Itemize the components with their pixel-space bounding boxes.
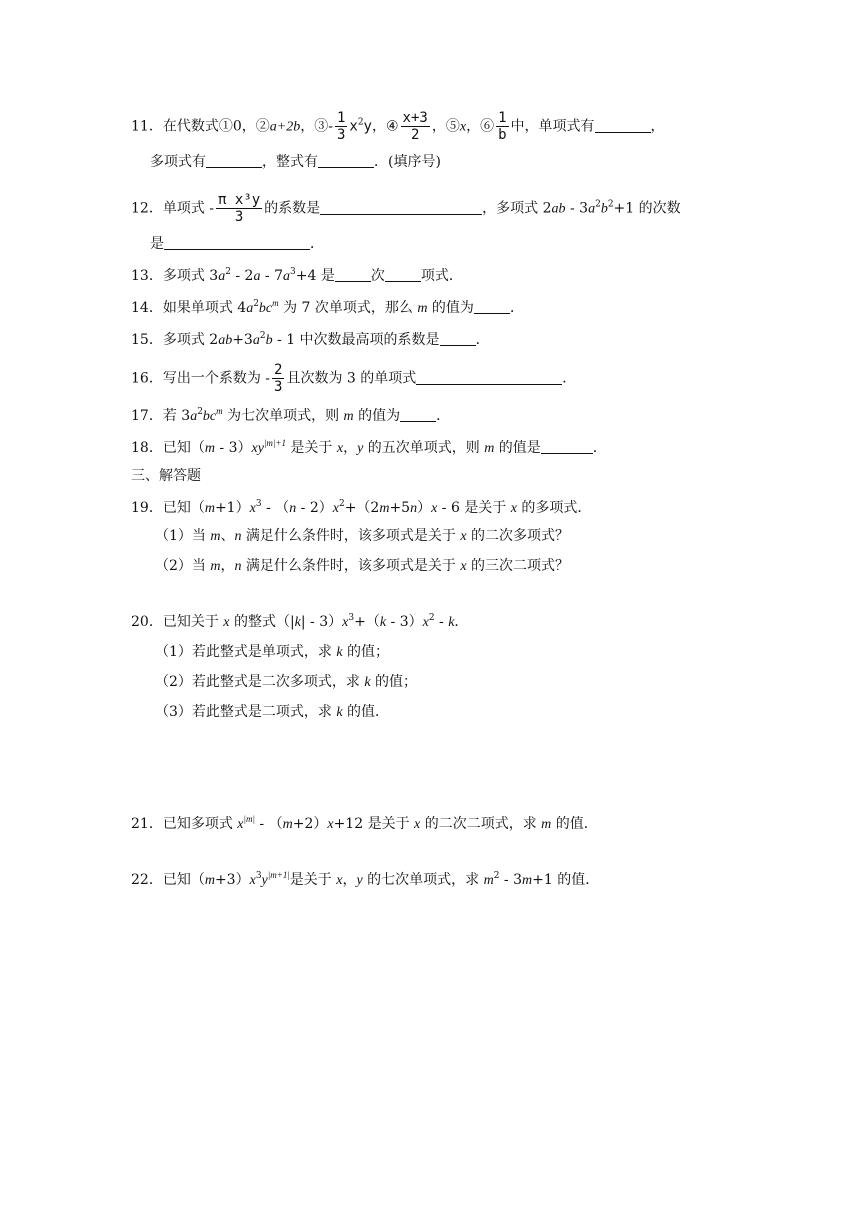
variable: bc	[202, 409, 217, 424]
variable: k	[379, 615, 387, 630]
answer-blank[interactable]	[335, 267, 371, 282]
exponent: 2	[253, 299, 259, 309]
answer-blank[interactable]	[440, 331, 476, 346]
fraction	[496, 110, 508, 143]
text: - 2）	[296, 500, 333, 516]
numerator: π x³y	[218, 192, 261, 208]
fraction	[216, 192, 262, 225]
exponent: 2	[338, 499, 345, 509]
answer-blank[interactable]	[400, 407, 436, 422]
text: 如果单项式 4	[162, 300, 247, 316]
variable: m	[204, 501, 215, 516]
text: 的二次二项式，求	[420, 816, 542, 832]
text: 的系数是	[264, 200, 321, 217]
text: - 3）	[386, 614, 423, 630]
text: +（	[354, 614, 380, 630]
question-15	[131, 330, 490, 351]
variable: b	[600, 201, 608, 217]
denominator: 3	[336, 127, 346, 143]
text: - 3）	[214, 440, 252, 456]
question-number: 15．	[131, 332, 163, 348]
text: ．	[310, 236, 324, 252]
text: - 3	[499, 872, 522, 888]
variable: m	[379, 501, 390, 516]
variable: x	[237, 817, 244, 832]
exponent: 2	[197, 407, 203, 417]
option-1: ①0，	[218, 118, 256, 135]
variable: x	[249, 873, 256, 888]
variable: k	[336, 705, 343, 720]
exponent: |m+1|	[267, 870, 290, 880]
question-19-part-2	[155, 556, 569, 577]
text: ）	[417, 500, 432, 516]
question-number: 16．	[131, 370, 163, 387]
answer-blank[interactable]	[541, 439, 593, 454]
text: y，	[363, 118, 386, 135]
variable: x	[460, 559, 467, 574]
text: +（2	[344, 500, 380, 516]
exponent: 2	[357, 117, 364, 128]
text: 在代数式	[162, 118, 219, 135]
answer-blank[interactable]	[416, 370, 562, 385]
variable: a	[190, 409, 198, 424]
question-11	[131, 110, 665, 143]
option-5-marker: ⑤	[445, 118, 460, 135]
question-17	[131, 406, 450, 427]
text: 已知（	[162, 500, 205, 516]
question-number: 22．	[131, 872, 163, 888]
denominator: 3	[234, 209, 244, 225]
text: 为 7 次单项式，那么	[278, 300, 418, 316]
question-20	[131, 612, 468, 633]
answer-blank[interactable]	[474, 299, 510, 314]
text: 的多项式．	[516, 500, 592, 516]
text: | - 3）	[300, 614, 343, 630]
text: - 2	[230, 268, 254, 284]
question-number: 19．	[131, 500, 163, 516]
question-20-part-3	[155, 702, 389, 723]
question-22	[131, 870, 599, 891]
variable: y	[356, 873, 363, 888]
text: 是关于	[285, 440, 337, 456]
variable: n	[410, 501, 418, 516]
text: 的七次单项式，求	[362, 872, 484, 888]
text: 已知（	[162, 872, 205, 888]
text: +1）	[214, 500, 250, 516]
text: 满足什么条件时，该多项式是关于	[241, 528, 461, 544]
question-13	[131, 266, 463, 287]
fraction	[401, 110, 430, 143]
text: 写出一个系数为 -	[162, 370, 271, 387]
variable: x	[422, 615, 429, 630]
text: x	[349, 118, 358, 135]
exponent: m	[272, 298, 279, 308]
text: 的值是	[494, 440, 541, 456]
text: ，	[342, 872, 357, 888]
exponent: 2	[428, 613, 435, 623]
exponent: 3	[255, 499, 262, 509]
variable: m	[204, 873, 215, 888]
text: ．	[454, 614, 469, 630]
variable: ab	[218, 333, 233, 348]
text: （1）当	[155, 528, 211, 544]
question-number: 18．	[131, 440, 163, 456]
text: 单项式 -	[162, 200, 215, 217]
exponent: |m|+1	[263, 438, 286, 448]
text: 且次数为 3 的单项式	[286, 370, 417, 387]
text: - 6 是关于	[437, 500, 511, 516]
numerator: 1	[498, 110, 507, 126]
variable: m	[417, 301, 428, 316]
exponent: m	[216, 406, 223, 416]
denominator: 2	[410, 127, 420, 143]
variable: a	[218, 269, 226, 284]
text: （3）若此整式是二项式，求	[155, 704, 337, 720]
numerator: x+3	[402, 110, 428, 126]
variable: x	[459, 119, 467, 135]
answer-blank[interactable]	[318, 153, 374, 168]
text: （2）若此整式是二次多项式，求	[155, 674, 365, 690]
variable: x	[332, 501, 339, 516]
variable: x	[510, 501, 517, 516]
variable: b	[265, 333, 273, 348]
option-4-marker: ④	[385, 118, 399, 135]
variable: m	[204, 441, 215, 456]
text: +12 是关于	[333, 816, 415, 832]
text: 的值．	[342, 704, 390, 720]
text: 若 3	[162, 408, 191, 424]
denominator: b	[498, 127, 507, 143]
question-12-line-2	[150, 234, 324, 254]
question-19	[131, 498, 591, 519]
text: ，	[220, 558, 235, 574]
numerator: 2	[274, 362, 283, 378]
variable: x	[431, 501, 438, 516]
text: ，多项式 2	[482, 200, 552, 217]
variable: n	[289, 501, 297, 516]
text: - 1 中次数最高项的系数是	[272, 332, 440, 348]
text: +5	[389, 500, 411, 516]
question-11-line-2	[150, 152, 441, 172]
variable: m	[210, 559, 221, 574]
text: 的三次二项式？	[466, 558, 570, 574]
text: ，	[431, 118, 446, 135]
text: - 3	[565, 200, 589, 217]
text: - 7	[260, 268, 284, 284]
question-number: 17．	[131, 408, 163, 424]
fraction	[335, 110, 347, 143]
variable: ab	[551, 201, 566, 217]
variable: k	[294, 615, 301, 630]
variable: k	[336, 645, 343, 660]
variable: bc	[258, 301, 273, 316]
text: +2）	[292, 816, 328, 832]
variable: x	[460, 529, 467, 544]
text: -	[434, 614, 449, 630]
question-16	[131, 362, 576, 395]
text: ．	[509, 300, 524, 316]
text: 已知多项式	[162, 816, 238, 832]
variable: k	[448, 615, 455, 630]
text: +1 的次数	[613, 200, 681, 217]
text: 的二次多项式？	[466, 528, 570, 544]
variable: m	[343, 409, 354, 424]
variable: x	[336, 441, 344, 456]
question-number: 21．	[131, 816, 163, 832]
question-number: 11．	[131, 118, 163, 135]
text: ．	[562, 370, 577, 387]
answer-blank[interactable]	[164, 235, 310, 250]
text: 的值为	[427, 300, 474, 316]
text: ，	[650, 118, 665, 135]
question-number: 13．	[131, 268, 163, 284]
text: - （	[261, 500, 290, 516]
text: 已知关于	[162, 614, 224, 630]
variable: a	[253, 269, 261, 284]
text: （1）若此整式是单项式，求	[155, 644, 337, 660]
text: -	[328, 118, 333, 135]
exponent: 2	[607, 199, 614, 210]
exponent: 2	[225, 267, 231, 277]
text: 、	[220, 528, 235, 544]
variable: m	[282, 817, 293, 832]
text: 的值为	[353, 408, 401, 424]
answer-blank[interactable]	[385, 267, 421, 282]
text: +1 的值．	[532, 872, 600, 888]
text: ，整式有	[262, 154, 318, 170]
variable: a	[246, 301, 254, 316]
variable: k	[364, 675, 371, 690]
exponent: 2	[493, 871, 500, 881]
variable: x	[336, 873, 343, 888]
variable: y	[261, 873, 268, 888]
variable: y	[357, 441, 364, 456]
text: 的整式（|	[229, 614, 295, 630]
text: 的五次单项式，则	[363, 440, 485, 456]
variable: m	[210, 529, 221, 544]
option-6-marker: ⑥	[480, 118, 495, 135]
text: （2）当	[155, 558, 211, 574]
text: 项式．	[420, 268, 463, 284]
text: 是	[150, 236, 164, 252]
variable: a	[252, 333, 260, 348]
variable: xy	[251, 441, 264, 456]
variable: m	[541, 817, 552, 832]
option-2-marker: ②	[255, 118, 270, 135]
text: 的值；	[370, 674, 418, 690]
fraction	[272, 362, 284, 395]
variable: x	[342, 615, 349, 630]
exponent: 3	[255, 871, 262, 881]
text: 次	[370, 268, 385, 284]
numerator: 1	[336, 110, 346, 126]
text: 是关于	[289, 872, 337, 888]
text: ，	[466, 118, 481, 135]
variable: x	[223, 615, 230, 630]
section-heading: 三、解答题	[131, 468, 201, 484]
text: 为七次单项式，则	[222, 408, 344, 424]
answer-blank[interactable]	[320, 200, 482, 215]
text: 多项式 2	[162, 332, 219, 348]
text: ．	[436, 408, 451, 424]
question-19-part-1	[155, 526, 569, 547]
exponent: 3	[290, 267, 296, 277]
text: ．	[592, 440, 607, 456]
variable: a	[588, 201, 596, 217]
question-20-part-2	[155, 672, 417, 693]
denominator: 3	[274, 379, 283, 395]
option-3-marker: ③	[314, 118, 329, 135]
text: 多项式有	[150, 154, 206, 170]
question-21	[131, 814, 598, 835]
text: ．	[475, 332, 490, 348]
text: 满足什么条件时，该多项式是关于	[241, 558, 461, 574]
text: 已知（	[162, 440, 205, 456]
variable: m	[522, 873, 533, 888]
question-12	[131, 192, 681, 225]
text: ．(填序号)	[374, 154, 441, 170]
answer-blank[interactable]	[595, 118, 651, 133]
variable: m	[483, 873, 494, 888]
variable: a	[283, 269, 291, 284]
text: - （	[254, 816, 283, 832]
exponent: |m|	[243, 814, 255, 824]
variable: x	[249, 501, 256, 516]
text: 的值．	[551, 816, 598, 832]
question-14	[131, 298, 524, 319]
variable: m	[484, 441, 495, 456]
question-20-part-1	[155, 642, 389, 663]
text: 中，单项式有	[510, 118, 595, 135]
text: +3）	[214, 872, 250, 888]
question-18	[131, 438, 607, 459]
variable: n	[234, 559, 242, 574]
text: 多项式 3	[162, 268, 219, 284]
option-2-expr: a+2b	[269, 119, 301, 135]
variable: n	[234, 529, 242, 544]
question-number: 20．	[131, 614, 163, 630]
variable: x	[414, 817, 421, 832]
question-number: 14．	[131, 300, 163, 316]
text: ，	[300, 118, 315, 135]
exponent: 2	[595, 199, 601, 210]
text: +3	[232, 332, 253, 348]
question-number: 12．	[131, 200, 163, 217]
variable: x	[327, 817, 334, 832]
text: ，	[343, 440, 358, 456]
text: +4 是	[295, 268, 335, 284]
exponent: 3	[348, 613, 355, 623]
text: 的值；	[342, 644, 390, 660]
answer-blank[interactable]	[206, 153, 262, 168]
exponent: 2	[259, 331, 266, 341]
